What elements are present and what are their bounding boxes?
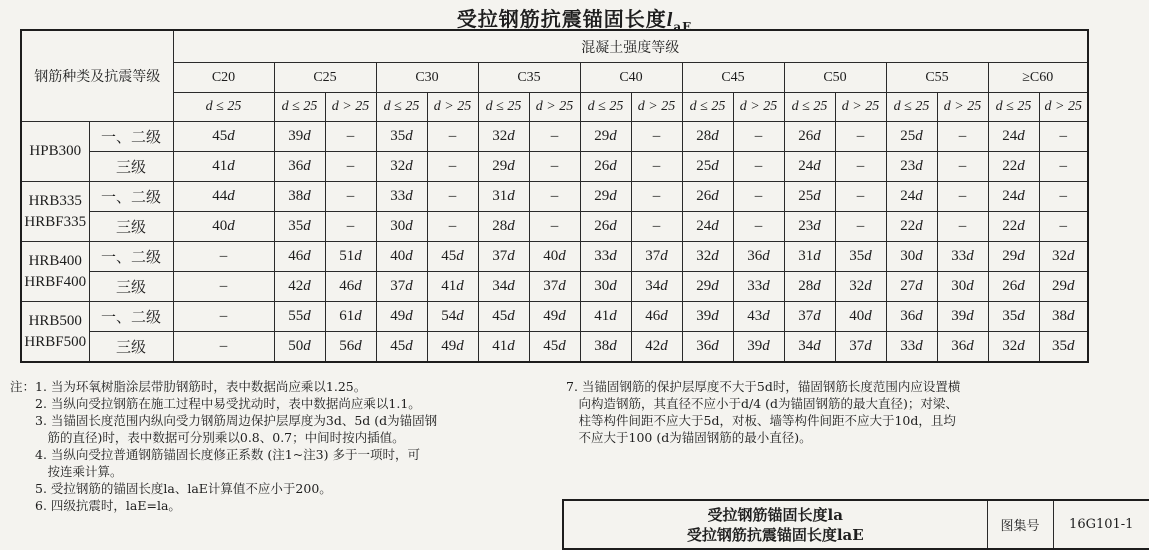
anchorage-value-cell: 40d [376, 242, 427, 272]
anchorage-value-cell: 23d [886, 152, 937, 182]
anchorage-value-cell: 35d [1039, 332, 1088, 363]
anchorage-value-cell: 54d [427, 302, 478, 332]
anchorage-value-cell: 24d [682, 212, 733, 242]
table-row [21, 152, 1088, 182]
anchorage-value-cell: – [1039, 212, 1088, 242]
grade-header: C50 [784, 63, 886, 93]
anchorage-value-cell: 49d [376, 302, 427, 332]
anchorage-value-cell: 26d [580, 152, 631, 182]
diameter-le-header: d ≤ 25 [682, 93, 733, 122]
note-line: 注：1. 当为环氧树脂涂层带肋钢筋时，表中数据尚应乘以1.25。 [10, 379, 367, 394]
anchorage-value-cell: 34d [478, 272, 529, 302]
anchorage-value-cell: 26d [784, 122, 835, 152]
anchorage-value-cell: – [427, 182, 478, 212]
steel-type-line2: HRBF400 [24, 273, 87, 290]
grade-header: C40 [580, 63, 682, 93]
anchorage-value-cell: 55d [274, 302, 325, 332]
anchorage-value-cell: 43d [733, 302, 784, 332]
diameter-gt-header: d > 25 [529, 93, 580, 122]
note-line: 柱等构件间距不应大于5d，对板、墙等构件间距不应大于10d，且均 [566, 413, 956, 428]
anchorage-value-cell: 38d [1039, 302, 1088, 332]
diameter-gt-header: d > 25 [835, 93, 886, 122]
anchorage-value-cell: – [325, 122, 376, 152]
anchorage-value-cell: 29d [1039, 272, 1088, 302]
anchorage-value-cell: 37d [478, 242, 529, 272]
anchorage-value-cell: 39d [937, 302, 988, 332]
grade-header: C45 [682, 63, 784, 93]
anchorage-value-cell: 44d [173, 182, 274, 212]
anchorage-value-cell: – [733, 122, 784, 152]
anchorage-value-cell: – [835, 182, 886, 212]
anchorage-value-cell: 29d [988, 242, 1039, 272]
anchorage-value-cell: 41d [580, 302, 631, 332]
anchorage-value-cell: 32d [376, 152, 427, 182]
anchorage-value-cell: 24d [988, 182, 1039, 212]
seismic-level-cell: 一、二级 [89, 122, 173, 152]
anchorage-value-cell: 25d [784, 182, 835, 212]
note-line: 6. 四级抗震时，laE=la。 [10, 498, 181, 513]
anchorage-value-cell: 24d [988, 122, 1039, 152]
note-line: 4. 当纵向受拉普通钢筋锚固长度修正系数 (注1~注3) 多于一项时，可 [10, 447, 420, 462]
diameter-le-header: d ≤ 25 [886, 93, 937, 122]
anchorage-value-cell: 46d [325, 272, 376, 302]
anchorage-value-cell: 26d [682, 182, 733, 212]
diameter-gt-header: d > 25 [733, 93, 784, 122]
steel-type-line1: HPB300 [29, 143, 82, 159]
anchorage-value-cell: 46d [631, 302, 682, 332]
title-block-line2: 受拉钢筋抗震锚固长度laE [686, 525, 864, 544]
grade-header: C25 [274, 63, 376, 93]
anchorage-value-cell: – [529, 152, 580, 182]
note-line: 5. 受拉钢筋的锚固长度la、laE计算值不应小于200。 [10, 481, 332, 496]
anchorage-value-cell: 22d [886, 212, 937, 242]
anchorage-value-cell: 24d [784, 152, 835, 182]
table-row [21, 122, 1088, 152]
anchorage-value-cell: 50d [274, 332, 325, 363]
anchorage-value-cell: 26d [580, 212, 631, 242]
anchorage-value-cell: – [937, 182, 988, 212]
steel-type-line2: HRBF335 [24, 213, 87, 230]
anchorage-value-cell: 22d [988, 152, 1039, 182]
anchorage-value-cell: – [1039, 152, 1088, 182]
anchorage-value-cell: 45d [478, 302, 529, 332]
note-line: 7. 当锚固钢筋的保护层厚度不大于5d时，锚固钢筋长度范围内应设置横 [566, 379, 961, 394]
anchorage-value-cell: – [937, 212, 988, 242]
anchorage-value-cell: – [835, 152, 886, 182]
diameter-le-header: d ≤ 25 [376, 93, 427, 122]
steel-type-line1: HRB335 [28, 192, 82, 209]
anchorage-value-cell: 33d [580, 242, 631, 272]
anchorage-value-cell: 39d [733, 332, 784, 363]
anchorage-value-cell: 32d [1039, 242, 1088, 272]
anchorage-value-cell: 56d [325, 332, 376, 363]
anchorage-value-cell: – [1039, 122, 1088, 152]
anchorage-value-cell: 40d [529, 242, 580, 272]
anchorage-value-cell: 32d [835, 272, 886, 302]
anchorage-value-cell: – [529, 212, 580, 242]
seismic-level-cell: 一、二级 [89, 182, 173, 212]
title-subscript: aE [673, 20, 693, 34]
anchorage-value-cell: – [325, 212, 376, 242]
anchorage-value-cell: 41d [173, 152, 274, 182]
anchorage-value-cell: – [173, 272, 274, 302]
anchorage-value-cell: 49d [427, 332, 478, 363]
title-block [562, 499, 1149, 550]
note-line: 按连乘计算。 [10, 464, 123, 479]
note-line: 3. 当锚固长度范围内纵向受力钢筋周边保护层厚度为3d、5d (d为锚固钢 [10, 413, 438, 428]
grade-header: C20 [173, 63, 274, 93]
steel-type-cell [21, 302, 89, 363]
anchorage-value-cell: 29d [478, 152, 529, 182]
anchorage-value-cell: 35d [274, 212, 325, 242]
anchorage-value-cell: 42d [274, 272, 325, 302]
anchorage-value-cell: 37d [376, 272, 427, 302]
table-row [21, 212, 1088, 242]
anchorage-value-cell: 40d [835, 302, 886, 332]
anchorage-value-cell: 46d [274, 242, 325, 272]
diameter-le-header: d ≤ 25 [784, 93, 835, 122]
anchorage-value-cell: 39d [274, 122, 325, 152]
anchorage-value-cell: 30d [937, 272, 988, 302]
anchorage-value-cell: 33d [886, 332, 937, 363]
anchorage-value-cell: – [529, 122, 580, 152]
diameter-gt-header: d > 25 [631, 93, 682, 122]
seismic-level-cell: 三级 [89, 152, 173, 182]
notes-right [566, 378, 960, 446]
anchorage-value-cell: – [325, 152, 376, 182]
steel-type-cell [21, 182, 89, 242]
anchorage-value-cell: – [427, 212, 478, 242]
notes-left [10, 378, 437, 514]
anchorage-value-cell: 26d [988, 272, 1039, 302]
seismic-level-cell: 三级 [89, 332, 173, 363]
seismic-level-cell: 一、二级 [89, 302, 173, 332]
anchorage-value-cell: 33d [376, 182, 427, 212]
table-row [21, 272, 1088, 302]
anchorage-value-cell: 30d [580, 272, 631, 302]
anchorage-value-cell: – [733, 212, 784, 242]
atlas-label: 图集号 [987, 500, 1053, 549]
diameter-le-header: d ≤ 25 [173, 93, 274, 122]
anchorage-length-table [20, 29, 1089, 363]
grade-header: ≥C60 [988, 63, 1088, 93]
diameter-gt-header: d > 25 [325, 93, 376, 122]
anchorage-value-cell: – [733, 152, 784, 182]
anchorage-value-cell: 25d [682, 152, 733, 182]
anchorage-value-cell: 45d [529, 332, 580, 363]
anchorage-value-cell: 29d [580, 122, 631, 152]
title-symbol: l [666, 9, 674, 31]
anchorage-value-cell: 42d [631, 332, 682, 363]
anchorage-value-cell: 38d [580, 332, 631, 363]
anchorage-value-cell: 23d [784, 212, 835, 242]
anchorage-value-cell: 36d [682, 332, 733, 363]
anchorage-value-cell: 41d [427, 272, 478, 302]
table-row [21, 332, 1088, 363]
table-row [21, 242, 1088, 272]
anchorage-value-cell: 30d [376, 212, 427, 242]
anchorage-value-cell: 32d [478, 122, 529, 152]
anchorage-value-cell: 22d [988, 212, 1039, 242]
anchorage-value-cell: 28d [784, 272, 835, 302]
note-line: 向构造钢筋，其直径不应小于d/4 (d为锚固钢筋的最大直径)；对梁、 [566, 396, 958, 411]
anchorage-value-cell: 29d [580, 182, 631, 212]
anchorage-value-cell: – [733, 182, 784, 212]
note-line: 不应大于100 (d为锚固钢筋的最小直径)。 [566, 430, 812, 445]
steel-type-line2: HRBF500 [24, 333, 87, 350]
seismic-level-cell: 三级 [89, 272, 173, 302]
anchorage-value-cell: 38d [274, 182, 325, 212]
anchorage-value-cell: 37d [631, 242, 682, 272]
anchorage-value-cell: 45d [173, 122, 274, 152]
anchorage-value-cell: 31d [478, 182, 529, 212]
anchorage-value-cell: 36d [886, 302, 937, 332]
note-line: 2. 当纵向受拉钢筋在施工过程中易受扰动时，表中数据尚应乘以1.1。 [10, 396, 421, 411]
anchorage-value-cell: – [1039, 182, 1088, 212]
anchorage-value-cell: – [325, 182, 376, 212]
title-text: 受拉钢筋抗震锚固长度 [456, 7, 667, 31]
diameter-gt-header: d > 25 [427, 93, 478, 122]
anchorage-value-cell: 27d [886, 272, 937, 302]
steel-type-cell [21, 122, 89, 182]
anchorage-value-cell: 24d [886, 182, 937, 212]
anchorage-value-cell: – [631, 122, 682, 152]
diameter-le-header: d ≤ 25 [274, 93, 325, 122]
anchorage-value-cell: 34d [631, 272, 682, 302]
anchorage-value-cell: 36d [937, 332, 988, 363]
anchorage-value-cell: 32d [682, 242, 733, 272]
anchorage-value-cell: 30d [886, 242, 937, 272]
anchorage-value-cell: 37d [835, 332, 886, 363]
diameter-gt-header: d > 25 [1039, 93, 1088, 122]
anchorage-value-cell: 37d [784, 302, 835, 332]
anchorage-value-cell: – [173, 332, 274, 363]
anchorage-value-cell: – [173, 302, 274, 332]
diameter-le-header: d ≤ 25 [580, 93, 631, 122]
anchorage-value-cell: 36d [733, 242, 784, 272]
anchorage-value-cell: 33d [733, 272, 784, 302]
anchorage-value-cell: 39d [682, 302, 733, 332]
anchorage-value-cell: 25d [886, 122, 937, 152]
anchorage-value-cell: 28d [682, 122, 733, 152]
concrete-grade-header: 混凝土强度等级 [173, 30, 1088, 63]
anchorage-value-cell: 33d [937, 242, 988, 272]
anchorage-value-cell: – [173, 242, 274, 272]
steel-type-line1: HRB500 [28, 312, 82, 329]
anchorage-value-cell: – [631, 182, 682, 212]
anchorage-value-cell: – [937, 122, 988, 152]
grade-header: C30 [376, 63, 478, 93]
anchorage-value-cell: 36d [274, 152, 325, 182]
anchorage-value-cell: 51d [325, 242, 376, 272]
table-row [21, 182, 1088, 212]
grade-header: C35 [478, 63, 580, 93]
anchorage-value-cell: – [835, 122, 886, 152]
anchorage-value-cell: 45d [427, 242, 478, 272]
corner-header: 钢筋种类及抗震等级 [21, 30, 173, 122]
grade-header: C55 [886, 63, 988, 93]
anchorage-value-cell: 61d [325, 302, 376, 332]
anchorage-value-cell: – [427, 152, 478, 182]
anchorage-value-cell: 34d [784, 332, 835, 363]
diameter-le-header: d ≤ 25 [988, 93, 1039, 122]
steel-type-cell [21, 242, 89, 302]
anchorage-value-cell: 28d [478, 212, 529, 242]
anchorage-value-cell: – [631, 152, 682, 182]
title-block-titles [563, 500, 987, 549]
table-row [21, 302, 1088, 332]
note-line: 筋的直径)时，表中数据可分别乘以0.8、0.7；中间时按内插值。 [10, 430, 405, 445]
anchorage-value-cell: – [529, 182, 580, 212]
anchorage-value-cell: – [937, 152, 988, 182]
anchorage-value-cell: 35d [835, 242, 886, 272]
anchorage-value-cell: 35d [988, 302, 1039, 332]
seismic-level-cell: 一、二级 [89, 242, 173, 272]
anchorage-value-cell: 29d [682, 272, 733, 302]
diameter-gt-header: d > 25 [937, 93, 988, 122]
diameter-le-header: d ≤ 25 [478, 93, 529, 122]
anchorage-value-cell: 37d [529, 272, 580, 302]
atlas-number: 16G101-1 [1053, 500, 1149, 549]
anchorage-value-cell: – [631, 212, 682, 242]
anchorage-value-cell: 40d [173, 212, 274, 242]
anchorage-value-cell: 45d [376, 332, 427, 363]
title-block-line1: 受拉钢筋锚固长度la [707, 505, 843, 524]
anchorage-value-cell: 49d [529, 302, 580, 332]
anchorage-value-cell: 32d [988, 332, 1039, 363]
seismic-level-cell: 三级 [89, 212, 173, 242]
anchorage-value-cell: – [427, 122, 478, 152]
anchorage-value-cell: 41d [478, 332, 529, 363]
steel-type-line1: HRB400 [28, 252, 82, 269]
anchorage-value-cell: 31d [784, 242, 835, 272]
anchorage-value-cell: – [835, 212, 886, 242]
anchorage-value-cell: 35d [376, 122, 427, 152]
